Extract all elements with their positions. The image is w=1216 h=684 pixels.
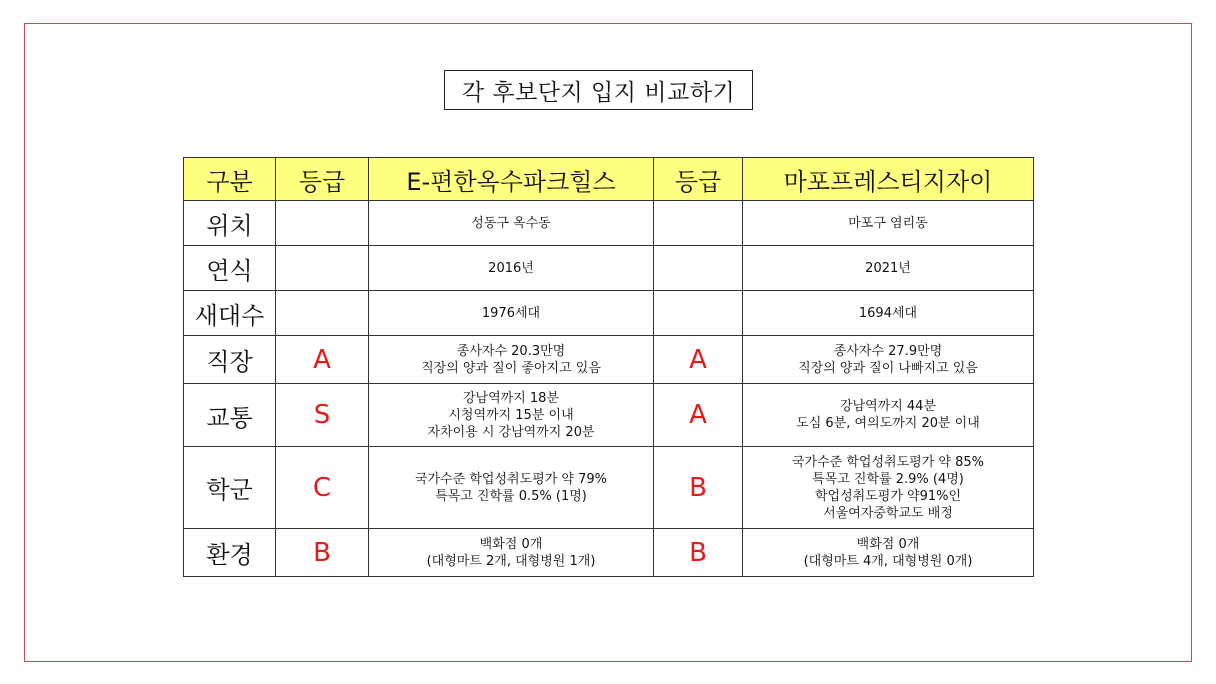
value-a bbox=[369, 529, 654, 577]
value-line: 직장의 양과 질이 좋아지고 있음 bbox=[421, 360, 601, 376]
table-row bbox=[184, 384, 1034, 447]
value-line: 2016년 bbox=[488, 260, 534, 276]
value-line: 서울여자중학교도 배정 bbox=[823, 505, 953, 521]
table-row bbox=[184, 336, 1034, 384]
value-a bbox=[369, 447, 654, 529]
value-line: 마포구 염리동 bbox=[848, 215, 928, 231]
value-line: 국가수준 학업성취도평가 약 79% bbox=[415, 471, 607, 487]
value-line: 자차이용 시 강남역까지 20분 bbox=[427, 424, 595, 440]
table-row bbox=[184, 529, 1034, 577]
value-line: 종사자수 20.3만명 bbox=[456, 343, 566, 359]
table-row bbox=[184, 447, 1034, 529]
value-a bbox=[369, 336, 654, 384]
row-category: 학군 bbox=[184, 447, 276, 529]
grade-a: B bbox=[276, 529, 369, 577]
value-line: 직장의 양과 질이 나빠지고 있음 bbox=[798, 360, 978, 376]
value-line: (대형마트 4개, 대형병원 0개) bbox=[803, 553, 973, 569]
value-line: 종사자수 27.9만명 bbox=[833, 343, 943, 359]
table-row bbox=[184, 291, 1034, 336]
grade-a bbox=[276, 246, 369, 291]
value-line: 강남역까지 18분 bbox=[462, 390, 560, 406]
header-grade-a: 등급 bbox=[276, 158, 369, 201]
value-line: 백화점 0개 bbox=[479, 536, 543, 552]
grade-a: A bbox=[276, 336, 369, 384]
grade-b bbox=[654, 201, 743, 246]
value-line: 특목고 진학률 0.5% (1명) bbox=[435, 488, 587, 504]
row-category: 교통 bbox=[184, 384, 276, 447]
value-b bbox=[743, 201, 1034, 246]
value-line: 시청역까지 15분 이내 bbox=[448, 407, 574, 423]
value-line: 도심 6분, 여의도까지 20분 이내 bbox=[796, 416, 980, 431]
header-complex-a: E-편한옥수파크힐스 bbox=[369, 158, 654, 201]
comparison-table bbox=[183, 157, 1034, 577]
value-line: 학업성취도평가 약91%인 bbox=[814, 488, 962, 504]
grade-a: S bbox=[276, 384, 369, 447]
header-grade-b: 등급 bbox=[654, 158, 743, 201]
table-row bbox=[184, 201, 1034, 246]
value-b bbox=[743, 384, 1034, 447]
row-category: 연식 bbox=[184, 246, 276, 291]
grade-a bbox=[276, 201, 369, 246]
grade-b: A bbox=[654, 384, 743, 447]
value-a bbox=[369, 246, 654, 291]
row-category: 직장 bbox=[184, 336, 276, 384]
value-line: 백화점 0개 bbox=[856, 536, 920, 552]
grade-b: B bbox=[654, 447, 743, 529]
value-b bbox=[743, 246, 1034, 291]
grade-a bbox=[276, 291, 369, 336]
value-line: 1694세대 bbox=[858, 305, 918, 321]
header-category: 구분 bbox=[184, 158, 276, 201]
page-title: 각 후보단지 입지 비교하기 bbox=[444, 70, 753, 110]
grade-b bbox=[654, 291, 743, 336]
value-line: 강남역까지 44분 bbox=[839, 399, 937, 414]
value-line: 국가수준 학업성취도평가 약 85% bbox=[792, 454, 984, 470]
value-a bbox=[369, 291, 654, 336]
table-header-row bbox=[184, 158, 1034, 201]
grade-b: B bbox=[654, 529, 743, 577]
grade-a: C bbox=[276, 447, 369, 529]
header-complex-b: 마포프레스티지자이 bbox=[743, 158, 1034, 201]
row-category: 환경 bbox=[184, 529, 276, 577]
value-b bbox=[743, 529, 1034, 577]
value-b bbox=[743, 447, 1034, 529]
value-line: 성동구 옥수동 bbox=[471, 215, 551, 231]
grade-b: A bbox=[654, 336, 743, 384]
value-line: 1976세대 bbox=[481, 305, 541, 321]
row-category: 새대수 bbox=[184, 291, 276, 336]
value-line: 2021년 bbox=[865, 260, 911, 276]
table-row bbox=[184, 246, 1034, 291]
value-line: (대형마트 2개, 대형병원 1개) bbox=[426, 553, 596, 569]
value-b bbox=[743, 291, 1034, 336]
value-b bbox=[743, 336, 1034, 384]
row-category: 위치 bbox=[184, 201, 276, 246]
value-a bbox=[369, 384, 654, 447]
value-a bbox=[369, 201, 654, 246]
grade-b bbox=[654, 246, 743, 291]
value-line: 특목고 진학률 2.9% (4명) bbox=[812, 471, 964, 487]
